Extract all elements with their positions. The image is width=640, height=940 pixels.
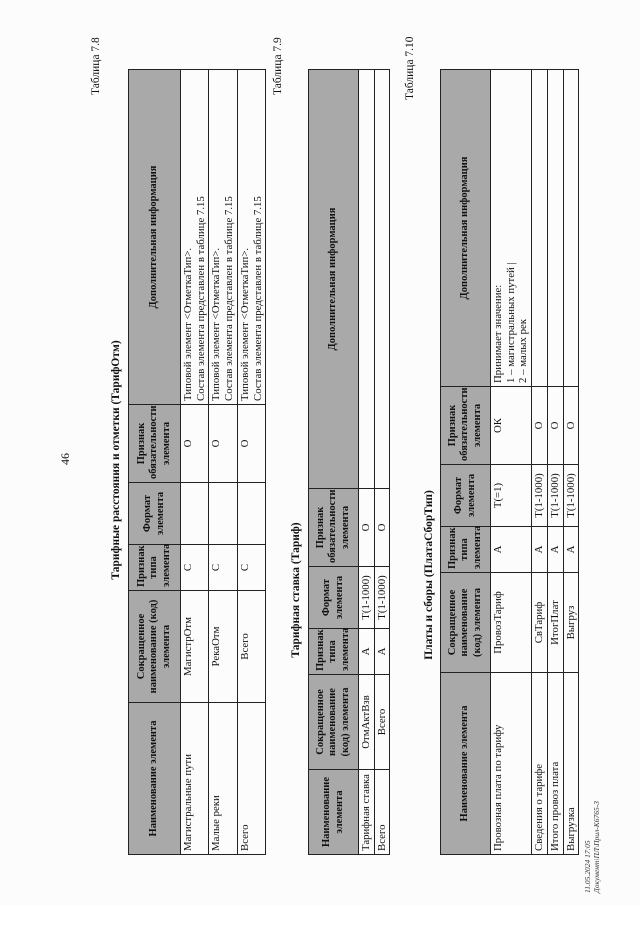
info-line: Состав элемента представлен в таблице 7.15 bbox=[194, 196, 207, 401]
cell-name: Всего bbox=[374, 770, 390, 855]
header-info: Дополнительная информация bbox=[309, 70, 359, 489]
cell-name: Малые реки bbox=[209, 703, 237, 855]
cell-required: О bbox=[532, 387, 548, 465]
cell-format: Т(=1) bbox=[491, 465, 532, 527]
cell-info bbox=[563, 70, 579, 387]
table-row bbox=[237, 70, 265, 855]
table-7-10-title: Платы и сборы (ПлатаСборТип) bbox=[423, 490, 435, 660]
cell-name: Итого провоз плата bbox=[547, 673, 563, 855]
table-7-10 bbox=[440, 69, 579, 855]
cell-info bbox=[532, 70, 548, 387]
cell-type: С bbox=[181, 545, 209, 591]
cell-format: Т(1-1000) bbox=[359, 567, 375, 629]
info-line: Принимает значение: bbox=[492, 284, 504, 383]
stamp-date: 11.05.2024 17:05 bbox=[583, 840, 592, 893]
table-row bbox=[209, 70, 237, 855]
cell-code: ИтогПлат bbox=[547, 573, 563, 673]
cell-format: Т(1-1000) bbox=[532, 465, 548, 527]
cell-info bbox=[181, 70, 209, 405]
header-code: Сокращенное наименование (код) элемента bbox=[309, 675, 359, 770]
header-required: Признак обязательности элемента bbox=[441, 387, 491, 465]
header-required: Признак обязательности элемента bbox=[309, 489, 359, 567]
header-format: Формат элемента bbox=[441, 465, 491, 527]
table-7-10-caption: Таблица 7.10 bbox=[404, 36, 416, 100]
info-line: Состав элемента представлен в таблице 7.15 bbox=[223, 196, 236, 401]
cell-required: О bbox=[547, 387, 563, 465]
header-format: Формат элемента bbox=[129, 483, 181, 545]
table-header-row bbox=[441, 70, 491, 855]
table-7-9-caption: Таблица 7.9 bbox=[272, 37, 284, 95]
table-7-9-title: Тарифная ставка (Тариф) bbox=[290, 522, 302, 658]
cell-code: ОтмАктВзв bbox=[359, 675, 375, 770]
cell-code: ПровозТариф bbox=[491, 573, 532, 673]
table-header-row bbox=[309, 70, 359, 855]
cell-code: Выгруз bbox=[563, 573, 579, 673]
cell-required: О bbox=[237, 405, 265, 483]
cell-name: Тарифная ставка bbox=[359, 770, 375, 855]
cell-name: Выгрузка bbox=[563, 673, 579, 855]
cell-format bbox=[209, 483, 237, 545]
cell-code: РекаОтм bbox=[209, 591, 237, 703]
cell-type: А bbox=[547, 527, 563, 573]
header-type: Признак типа элемента bbox=[441, 527, 491, 573]
cell-required: О bbox=[181, 405, 209, 483]
table-header-row bbox=[129, 70, 181, 855]
table-row bbox=[547, 70, 563, 855]
info-line: 1 – магистральных путей | bbox=[504, 262, 517, 383]
stamp-path: Документ\ПЛ\Прил-К6765-3 bbox=[592, 801, 602, 893]
header-code: Сокращенное наименование (код) элемента bbox=[441, 573, 491, 673]
info-line: Типовой элемент <ОтметкаТип>. bbox=[182, 247, 194, 401]
cell-type: А bbox=[374, 629, 390, 675]
table-row bbox=[181, 70, 209, 855]
cell-format: Т(1-1000) bbox=[563, 465, 579, 527]
cell-code: Всего bbox=[237, 591, 265, 703]
table-7-8-title: Тарифные расстояния и отметки (ТарифОтм) bbox=[110, 340, 122, 580]
cell-info bbox=[491, 70, 532, 387]
cell-code: Всего bbox=[374, 675, 390, 770]
cell-code: СвТариф bbox=[532, 573, 548, 673]
cell-required: О bbox=[209, 405, 237, 483]
cell-name: Сведения о тарифе bbox=[532, 673, 548, 855]
page-number: 46 bbox=[58, 453, 72, 465]
table-7-8 bbox=[128, 69, 266, 855]
cell-type: С bbox=[237, 545, 265, 591]
cell-info bbox=[359, 70, 375, 489]
header-type: Признак типа элемента bbox=[309, 629, 359, 675]
cell-info bbox=[209, 70, 237, 405]
cell-type: А bbox=[532, 527, 548, 573]
cell-format: Т(1-1000) bbox=[547, 465, 563, 527]
cell-info bbox=[237, 70, 265, 405]
document-stamp bbox=[583, 801, 602, 893]
cell-type: А bbox=[359, 629, 375, 675]
cell-format bbox=[181, 483, 209, 545]
table-row bbox=[491, 70, 532, 855]
header-required: Признак обязательности элемента bbox=[129, 405, 181, 483]
cell-info bbox=[374, 70, 390, 489]
cell-name: Провозная плата по тарифу bbox=[491, 673, 532, 855]
header-info: Дополнительная информация bbox=[441, 70, 491, 387]
cell-format bbox=[237, 483, 265, 545]
cell-name: Всего bbox=[237, 703, 265, 855]
header-code: Сокращенное наименование (код) элемента bbox=[129, 591, 181, 703]
table-row bbox=[374, 70, 390, 855]
header-name: Наименование элемента bbox=[309, 770, 359, 855]
header-format: Формат элемента bbox=[309, 567, 359, 629]
info-line: Типовой элемент <ОтметкаТип>. bbox=[210, 247, 223, 401]
cell-required: О bbox=[359, 489, 375, 567]
header-info: Дополнительная информация bbox=[129, 70, 181, 405]
table-row bbox=[532, 70, 548, 855]
table-7-8-caption: Таблица 7.8 bbox=[90, 37, 102, 95]
header-name: Наименование элемента bbox=[129, 703, 181, 855]
table-row bbox=[359, 70, 375, 855]
cell-required: ОК bbox=[491, 387, 532, 465]
cell-format: Т(1-1000) bbox=[374, 567, 390, 629]
cell-info bbox=[547, 70, 563, 387]
cell-type: А bbox=[563, 527, 579, 573]
info-line: Состав элемента представлен в таблице 7.15 bbox=[251, 196, 264, 401]
cell-type: С bbox=[209, 545, 237, 591]
cell-code: МагистрОтм bbox=[181, 591, 209, 703]
info-line: Типовой элемент <ОтметкаТип>. bbox=[238, 247, 251, 401]
header-type: Признак типа элемента bbox=[129, 545, 181, 591]
cell-required: О bbox=[563, 387, 579, 465]
table-7-9 bbox=[308, 69, 390, 855]
info-line: 2 – малых рек bbox=[517, 318, 530, 383]
cell-type: А bbox=[491, 527, 532, 573]
header-name: Наименование элемента bbox=[441, 673, 491, 855]
cell-required: О bbox=[374, 489, 390, 567]
cell-name: Магистральные пути bbox=[181, 703, 209, 855]
table-row bbox=[563, 70, 579, 855]
